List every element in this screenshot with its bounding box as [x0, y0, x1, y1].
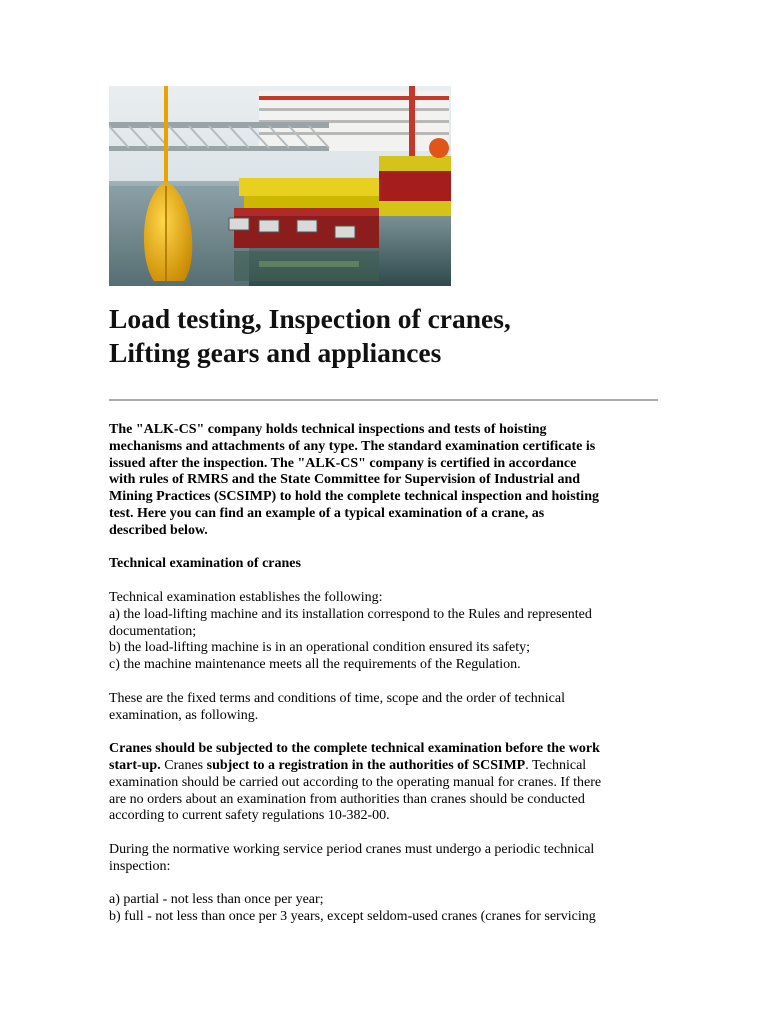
text-line: mechanisms and attachments of any type. The standard examination certificate is [109, 438, 596, 454]
text-line: inspection: [109, 858, 171, 874]
bold-run: subject to a registration in the authorities of SCSIMP [206, 757, 526, 773]
text-line: examination, as following. [109, 707, 259, 723]
text-line: issued after the inspection. The "ALK-CS" company is certified in accordance [109, 455, 577, 471]
text-line: documentation; [109, 623, 197, 639]
text-line: examination should be carried out according to the operating manual for cranes. If there [109, 774, 602, 790]
text-line: Technical examination establishes the following: [109, 589, 383, 605]
crane-load-test-photo [109, 86, 451, 286]
cranes-paragraph [109, 741, 669, 825]
text-line: Mining Practices (SCSIMP) to hold the complete technical inspection and hoisting [109, 489, 599, 505]
text-line: test. Here you can find an example of a typical examination of a crane, as [109, 505, 545, 521]
fixed-terms-paragraph [109, 691, 669, 725]
text-line: The "ALK-CS" company holds technical inspections and tests of hoisting [109, 422, 547, 437]
list-item: a) partial - not less than once per year; [109, 892, 324, 908]
crane-load-test-illustration [109, 86, 451, 286]
text-line: described below. [109, 522, 208, 538]
establishes-paragraph [109, 590, 669, 674]
page-title [109, 302, 669, 370]
text-line: are no orders about an examination from authorities than cranes should be conducted [109, 791, 585, 807]
article-body [109, 422, 669, 943]
title-divider [109, 399, 658, 401]
bold-run: start-up. [109, 757, 161, 773]
text-line [109, 758, 669, 775]
text-line: c) the machine maintenance meets all the requirements of the Regulation. [109, 657, 521, 673]
normal-run: . Technical [525, 757, 587, 773]
title-line-1: Load testing, Inspection of cranes, [109, 303, 511, 334]
text-line: Cranes should be subjected to the complete technical examination before the work [109, 741, 600, 757]
section-heading [109, 556, 669, 573]
text-line: b) the load-lifting machine is in an operational condition ensured its safety; [109, 640, 531, 656]
title-line-2: Lifting gears and appliances [109, 337, 442, 368]
text-line: with rules of RMRS and the State Committee for Supervision of Industrial and [109, 472, 581, 488]
frequency-list [109, 892, 669, 926]
normal-run: Cranes [160, 757, 207, 773]
text-line: These are the fixed terms and conditions of time, scope and the order of technical [109, 690, 565, 706]
periodic-paragraph [109, 842, 669, 876]
text-line: During the normative working service period cranes must undergo a periodic technical [109, 841, 595, 857]
intro-paragraph [109, 422, 669, 540]
section-heading-text: Technical examination of cranes [109, 556, 301, 572]
text-line: according to current safety regulations 10-382-00. [109, 808, 390, 824]
text-line: a) the load-lifting machine and its installation correspond to the Rules and represented [109, 606, 592, 622]
list-item: b) full - not less than once per 3 years, except seldom-used cranes (cranes for servicing [109, 909, 596, 925]
